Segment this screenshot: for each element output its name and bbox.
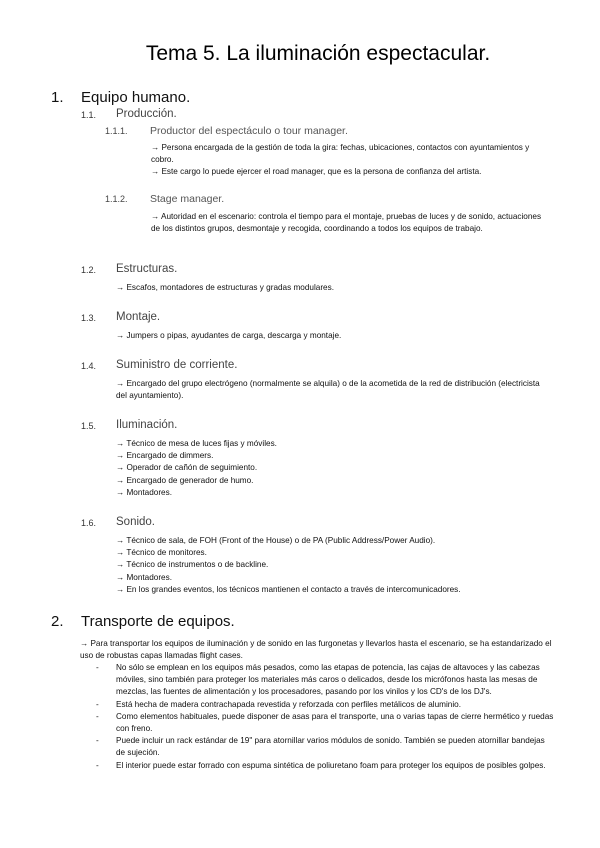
subsection-heading-produccion xyxy=(81,108,541,122)
paragraph-suministro xyxy=(116,378,546,402)
text-line: → Técnico de mesa de luces fijas y móviles. xyxy=(116,439,277,448)
subsection-heading-montaje xyxy=(81,311,541,325)
paragraph-productor xyxy=(151,142,531,179)
subsubsection-title: Productor del espectáculo o tour manager. xyxy=(150,125,348,137)
subsection-title: Producción. xyxy=(116,108,177,120)
text-line: → Encargado de generador de humo. xyxy=(116,475,254,485)
text-line: → Persona encargada de la gestión de toda la gira: fechas, ubicaciones, contactos con ayuntamientos y cobro. xyxy=(151,143,530,165)
text-line: → Técnico de sala, de FOH (Front of the House) o de PA (Public Address/Power Audio). xyxy=(116,536,436,545)
page-title: Tema 5. La iluminación espectacular. xyxy=(145,42,491,65)
paragraph-sonido xyxy=(116,535,556,596)
subsection-title: Suministro de corriente. xyxy=(116,359,238,371)
list-item xyxy=(96,760,556,772)
list-item xyxy=(96,662,556,699)
bullet-marker: - xyxy=(96,760,99,770)
bullet-list-flight-cases xyxy=(96,662,556,772)
subsubsection-number: 1.1.2. xyxy=(105,194,128,204)
subsection-title: Iluminación. xyxy=(116,419,178,431)
list-item xyxy=(96,735,556,759)
list-item xyxy=(96,699,556,711)
list-item-text: Está hecha de madera contrachapada revestida y reforzada con perfiles metálicos de aluminio. xyxy=(116,699,461,709)
text-line: → Autoridad en el escenario: controla el tiempo para el montaje, pruebas de luces y de sonido, actuaciones de los distintos grupos, desmontaje y recogida, coordinando a todos los equipos de trabajo. xyxy=(151,212,542,234)
bullet-marker: - xyxy=(96,711,99,721)
subsection-number: 1.3. xyxy=(81,313,97,323)
section-heading-equipo-humano xyxy=(51,89,551,107)
section-number: 1. xyxy=(51,89,64,106)
text-line: → En los grandes eventos, los técnicos mantienen el contacto a través de intercomunicadores. xyxy=(116,584,461,594)
section-heading-transporte xyxy=(51,613,551,631)
text-line: → Este cargo lo puede ejercer el road manager, que es la persona de confianza del artista. xyxy=(151,167,482,177)
subsection-number: 1.5. xyxy=(81,421,97,431)
subsection-heading-suministro xyxy=(81,359,541,373)
list-item-text: Como elementos habituales, puede disponer de asas para el transporte, una o varias tapas de cierre hermético y ruedas con freno. xyxy=(116,711,554,734)
bullet-marker: - xyxy=(96,699,99,709)
subsection-number: 1.1. xyxy=(81,110,97,120)
paragraph-iluminacion xyxy=(116,438,546,499)
bullet-marker: - xyxy=(96,736,99,746)
list-item-text: No sólo se emplean en los equipos más pesados, como las etapas de potencia, las cajas de altavoces y las cabezas móviles, sino también para proteger los materiales más caros o delicados, desde los micrófonos hasta las mesas de mezclas, las fuentes de alimentación y los procesadores, pasando por los vinilos y los CD's de los DJ's. xyxy=(116,663,540,697)
text-line: → Escafos, montadores de estructuras y gradas modulares. xyxy=(116,283,334,292)
subsection-title: Estructuras. xyxy=(116,263,178,275)
text-line: → Encargado del grupo electrógeno (normalmente se alquila) o de la acometida de la red de distribución (electricista del ayuntamiento). xyxy=(116,379,540,401)
section-title: Transporte de equipos. xyxy=(81,613,235,630)
section-title: Equipo humano. xyxy=(81,89,191,106)
subsection-number: 1.4. xyxy=(81,361,97,371)
text-line: → Montadores. xyxy=(116,487,172,497)
list-item xyxy=(96,711,556,735)
list-item-text: Puede incluir un rack estándar de 19" para atornillar varios módulos de sonido. También se pueden atornillar bandejas de sujeción. xyxy=(116,736,545,758)
text-line: → Técnico de instrumentos o de backline. xyxy=(116,560,269,570)
subsection-heading-estructuras xyxy=(81,263,541,277)
subsection-title: Sonido. xyxy=(116,516,156,528)
paragraph-estructuras xyxy=(116,282,546,294)
bullet-marker: - xyxy=(96,663,99,672)
text-line: → Técnico de monitores. xyxy=(116,548,207,558)
text-line: → Jumpers o pipas, ayudantes de carga, descarga y montaje. xyxy=(116,331,342,340)
subsubsection-number: 1.1.1. xyxy=(105,126,128,136)
paragraph-transporte-intro xyxy=(80,638,555,662)
subsection-number: 1.6. xyxy=(81,518,97,528)
subsection-heading-sonido xyxy=(81,516,541,530)
subsection-heading-iluminacion xyxy=(81,419,541,433)
list-item-text: El interior puede estar forrado con espuma sintética de poliuretano foam para proteger los equipos de posibles golpes. xyxy=(116,760,546,770)
section-number: 2. xyxy=(51,613,64,630)
subsection-title: Montaje. xyxy=(116,311,161,323)
text-line: → Para transportar los equipos de iluminación y de sonido en las furgonetas y llevarlos hasta el escenario, se ha estandarizado el uso de robustas capas llamadas flight cases. xyxy=(80,639,552,661)
subsubsection-heading-stage-manager xyxy=(105,193,545,207)
subsubsection-heading-productor xyxy=(105,125,545,139)
subsubsection-title: Stage manager. xyxy=(150,193,225,205)
subsection-number: 1.2. xyxy=(81,265,97,275)
text-line: → Operador de cañón de seguimiento. xyxy=(116,463,258,473)
paragraph-montaje xyxy=(116,330,546,342)
paragraph-stage-manager xyxy=(151,211,551,235)
text-line: → Montadores. xyxy=(116,572,172,582)
text-line: → Encargado de dimmers. xyxy=(116,451,214,461)
